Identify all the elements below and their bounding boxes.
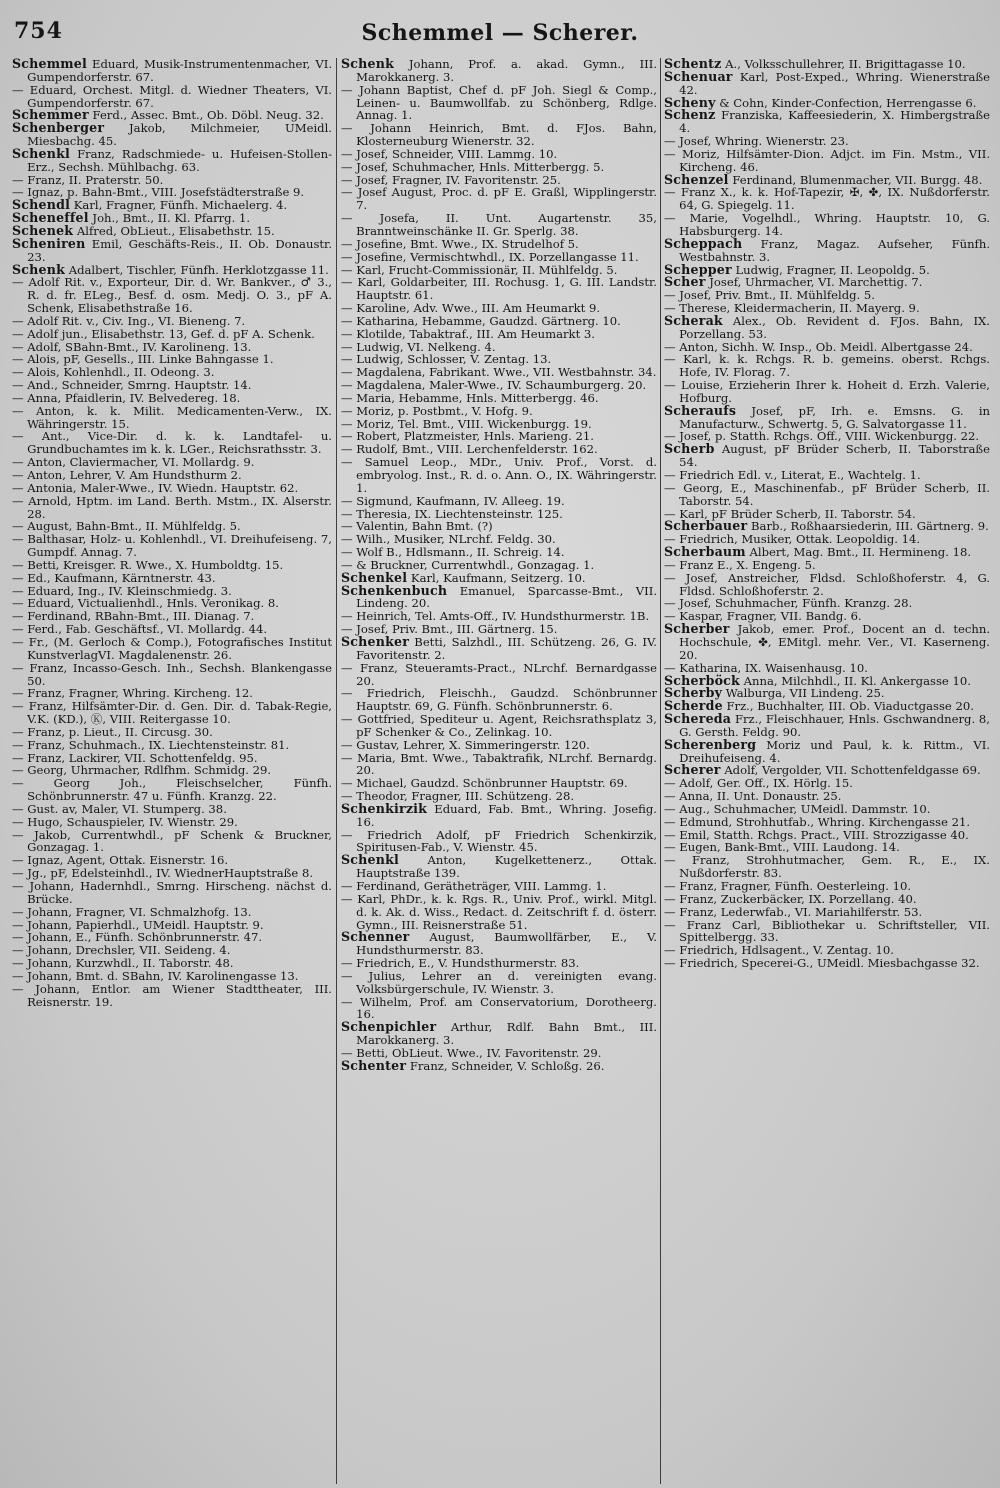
entry-text: — Theresia, IX. Liechtensteinstr. 125. xyxy=(341,506,563,521)
entry-text: — Maria, Hebamme, Hnls. Mitterbergg. 46. xyxy=(341,390,599,405)
entry-text: Barb., Roßhaarsiederin, III. Gärtnerg. 9. xyxy=(751,519,989,534)
entry-text: — Friedrich Adolf, pF Friedrich Schenkirzik, Spiritusen-Fab., V. Wienstr. 45. xyxy=(341,827,657,855)
entry-text: Franz, Radschmiede- u. Hufeisen-Stollen-Erz., Sechsh. Mühlbachg. 63. xyxy=(27,146,332,174)
entry-text: — Adolf Rit. v., Civ. Ing., VI. Bieneng. 7. xyxy=(12,313,246,328)
entry-text: — Johann, Fragner, VI. Schmalzhofg. 13. xyxy=(12,904,252,919)
directory-entry xyxy=(12,495,332,521)
entry-text: — Therese, Kleidermacherin, II. Mayerg. 9. xyxy=(664,301,920,316)
entry-text: — Johann, Papierhdl., UMeidl. Hauptstr. 9. xyxy=(12,917,264,932)
entry-surname: Schenberger xyxy=(12,120,105,136)
entry-text: — Gottfried, Spediteur u. Agent, Reichsrathsplatz 3, pF Schenker & Co., Zelinkag. 10. xyxy=(341,712,657,739)
entry-text: — Ignaz, Agent, Ottak. Eisnerstr. 16. xyxy=(12,853,229,868)
directory-entry xyxy=(341,713,657,739)
entry-surname: Schentz xyxy=(664,58,722,71)
entry-surname: Schenkl xyxy=(341,852,399,868)
directory-entry xyxy=(664,443,990,469)
entry-text: Joh., Bmt., II. Kl. Pfarrg. 1. xyxy=(92,211,251,226)
entry-surname: Schenter xyxy=(341,1057,407,1073)
entry-text: — Anton, Lehrer, V. Am Hundsthurm 2. xyxy=(12,468,242,482)
directory-entry xyxy=(341,633,657,662)
entry-text: — Friedrich Edl. v., Literat, E., Wachtelg. 1. xyxy=(664,468,921,482)
entry-text: — Franz, Fragner, Whring. Kircheng. 12. xyxy=(12,686,253,701)
entry-surname: Scherb xyxy=(664,441,715,457)
entry-text: Walburga, VII Lindeng. 25. xyxy=(725,686,885,701)
entry-text: — Friedrich, Specerei-G., UMeidl. Miesbachgasse 32. xyxy=(664,956,980,971)
entry-text: August, Baumwollfärber, E., V. Hundsthurmerstr. 83. xyxy=(356,930,657,958)
entry-text: & Cohn, Kinder-Confection, Herrengasse 6. xyxy=(719,95,977,110)
entry-text: — Robert, Platzmeister, Hnls. Marieng. 21. xyxy=(341,429,594,444)
entry-text: — August, Bahn-Bmt., II. Mühlfeldg. 5. xyxy=(12,519,241,534)
column-3 xyxy=(664,58,990,1484)
directory-entry xyxy=(341,829,657,855)
directory-entry xyxy=(341,996,657,1022)
directory-entry xyxy=(664,235,990,264)
directory-entry xyxy=(341,456,657,495)
directory-entry xyxy=(664,919,990,945)
entry-text: — Franz, Lederwfab., VI. Mariahilferstr. 53. xyxy=(664,904,923,919)
entry-text: — Franz, Incasso-Gesch. Inh., Sechsh. Blankengasse 50. xyxy=(12,660,332,688)
entry-text: — Anna, Pfaidlerin, IV. Belvedereg. 18. xyxy=(12,390,241,405)
entry-text: Frz., Buchhalter, III. Ob. Viaductgasse 20. xyxy=(726,699,974,714)
entry-text: Eduard, Fab. Bmt., Whring. Josefig. 16. xyxy=(356,801,657,829)
directory-entry xyxy=(664,572,990,598)
directory-entry xyxy=(664,148,990,174)
entry-text: — Friedrich, Hdlsagent., V. Zentag. 10. xyxy=(664,943,894,958)
directory-entry xyxy=(12,405,332,431)
entry-text: — Johann Heinrich, Bmt. d. FJos. Bahn, Klosterneuburg Wienerstr. 32. xyxy=(341,121,657,149)
entry-text: Alfred, ObLieut., Elisabethstr. 15. xyxy=(76,223,275,238)
directory-entry xyxy=(12,533,332,559)
directory-entry xyxy=(12,145,332,174)
entry-text: — Friedrich, Musiker, Ottak. Leopoldig. 14. xyxy=(664,532,921,547)
entry-text: Karl, Fragner, Fünfh. Michaelerg. 4. xyxy=(73,198,288,213)
entry-text: — Jg., pF, Edelsteinhdl., IV. WiednerHauptstraße 8. xyxy=(12,866,314,881)
entry-surname: Schenpichler xyxy=(341,1019,437,1035)
entry-text: — Karl, pF Brüder Scherb, II. Taborstr. 54. xyxy=(664,506,916,521)
directory-entry xyxy=(664,212,990,238)
entry-text: — Josef, Priv. Bmt., III. Gärtnerg. 15. xyxy=(341,622,558,637)
directory-entry xyxy=(12,58,332,84)
entry-text: Franz, Magaz. Aufseher, Fünfh. Westbahnstr. 3. xyxy=(679,236,990,264)
entry-text: — Adolf, Ger. Off., IX. Hörlg. 15. xyxy=(664,776,853,791)
entry-text: — Franz, p. Lieut., II. Circusg. 30. xyxy=(12,724,213,739)
entry-surname: Schemmer xyxy=(12,107,89,123)
entry-text: — Franz, Schuhmach., IX. Liechtensteinstr. 81. xyxy=(12,737,290,752)
entry-text: Jakob, emer. Prof., Docent an d. techn. Hochschule, ✤, EMitgl. mehr. Ver., VI. Kaserneng. 20. xyxy=(679,622,990,662)
entry-text: Emil, Geschäfts-Reis., II. Ob. Donaustr. 23. xyxy=(27,236,332,264)
entry-surname: Scherer xyxy=(664,762,721,778)
entry-surname: Schenz xyxy=(664,107,716,123)
entry-surname: Scherbaum xyxy=(664,544,746,560)
entry-text: — Betti, Kreisger. R. Wwe., X. Humboldtg. 15. xyxy=(12,557,284,572)
entry-text: — Josef, Schuhmacher, Fünfh. Kranzg. 28. xyxy=(664,596,913,611)
entry-surname: Schenuar xyxy=(664,68,733,84)
entry-text: — Fr., (M. Gerloch & Comp.), Fotografisches Institut KunstverlagVI. Magdalenenstr. 26. xyxy=(12,634,332,662)
directory-entry xyxy=(341,1021,657,1047)
directory-entry xyxy=(664,713,990,739)
entry-text: — Moriz, Hilfsämter-Dion. Adjct. im Fin. Mstm., VII. Kircheng. 46. xyxy=(664,146,990,174)
directory-entry xyxy=(12,880,332,906)
column-1 xyxy=(12,58,332,1484)
entry-text: — Johann, Drechsler, VII. Seideng. 4. xyxy=(12,943,231,958)
entry-surname: Scherenberg xyxy=(664,736,757,752)
entry-text: — Ludwig, VI. Nelkeng. 4. xyxy=(341,339,496,354)
entry-text: — Ignaz, p. Bahn-Bmt., VIII. Josefstädterstraße 9. xyxy=(12,185,305,200)
entry-text: — Josef August, Proc. d. pF E. Graßl, Wipplingerstr. 7. xyxy=(341,185,657,213)
entry-surname: Scherböck xyxy=(664,672,740,688)
directory-entry xyxy=(341,276,657,302)
entry-text: — Anton, Claviermacher, VI. Mollardg. 9. xyxy=(12,455,255,470)
directory-entry xyxy=(341,800,657,829)
entry-text: — Josef, Priv. Bmt., II. Mühlfeldg. 5. xyxy=(664,288,875,303)
entry-text: — Eduard, Victualienhdl., Hnls. Veronikag. 8. xyxy=(12,596,279,611)
entry-text: Karl, Post-Exped., Whring. Wienerstraße 42. xyxy=(679,69,990,97)
entry-text: — Gust. av, Maler, VI. Stumperg. 38. xyxy=(12,801,227,816)
directory-entry xyxy=(341,212,657,238)
directory-entry xyxy=(12,430,332,456)
entry-text: — Johann, Hadernhdl., Smrng. Hirscheng. nächst d. Brücke. xyxy=(12,879,332,906)
entry-text: — Friedrich, Fleischh., Gaudzd. Schönbrunner Hauptstr. 69, G. Fünfh. Schönbrunnerstr. 6. xyxy=(341,686,657,714)
entry-surname: Scherber xyxy=(664,621,730,637)
column-divider xyxy=(660,58,661,1484)
directory-entry xyxy=(12,636,332,662)
entry-text: Josef, pF, Irh. e. Emsns. G. in Manufacturw., Schwertg. 5, G. Salvatorgasse 11. xyxy=(679,403,990,431)
directory-entry xyxy=(12,700,332,726)
entry-text: — Eugen, Bank-Bmt., VIII. Laudong. 14. xyxy=(664,840,900,855)
directory-entry xyxy=(664,482,990,508)
directory-entry xyxy=(664,353,990,379)
entry-text: — Eduard, Orchest. Mitgl. d. Wiedner Theaters, VI. Gumpendorferstr. 67. xyxy=(12,82,332,110)
entry-text: — Anna, II. Unt. Donaustr. 25. xyxy=(664,789,842,804)
directory-entry xyxy=(341,84,657,123)
entry-text: — Rudolf, Bmt., VIII. Lerchenfelderstr. 162. xyxy=(341,442,598,457)
entry-surname: Scheniren xyxy=(12,235,86,251)
page-header xyxy=(0,0,1000,50)
entry-surname: Schenker xyxy=(341,633,410,649)
entry-text: — Katharina, IX. Waisenhausg. 10. xyxy=(664,660,868,675)
directory-entry xyxy=(12,983,332,1009)
entry-surname: Schenek xyxy=(12,222,74,238)
entry-text: Adalbert, Tischler, Fünfh. Herklotzgasse 11. xyxy=(68,262,329,277)
entry-text: Betti, Salzhdl., III. Schützeng. 26, G. IV. Favoritenstr. 2. xyxy=(356,634,657,662)
entry-text: — Wilhelm, Prof. am Conservatorium, Dorotheerg. 16. xyxy=(341,994,657,1022)
entry-text: — Ferdinand, Gerätheträger, VIII. Lammg. 1. xyxy=(341,879,607,893)
directory-entry xyxy=(664,68,990,97)
entry-text: — Josef, Whring. Wienerstr. 23. xyxy=(664,134,849,149)
directory-entry xyxy=(12,662,332,688)
entry-text: — Antonia, Maler-Wwe., IV. Wiedn. Hauptstr. 62. xyxy=(12,480,299,495)
entry-text: — Franz, II. Praterstr. 50. xyxy=(12,172,164,187)
entry-text: — Franz E., X. Engeng. 5. xyxy=(664,557,816,572)
entry-text: — Betti, ObLieut. Wwe., IV. Favoritenstr. 29. xyxy=(341,1045,602,1060)
entry-surname: Schenner xyxy=(341,929,410,945)
entry-text: — Georg, Uhrmacher, Rdlfhm. Schmidg. 29. xyxy=(12,763,272,778)
entry-text: — Karl, k. k. Rchgs. R. b. gemeins. oberst. Rchgs. Hofe, IV. Florag. 7. xyxy=(664,352,990,380)
entry-text: — Franz, Strohhutmacher, Gem. R., E., IX. Nußdorferstr. 83. xyxy=(664,853,990,881)
directory-entry xyxy=(12,235,332,264)
entry-text: — Johann, Kurzwhdl., II. Taborstr. 48. xyxy=(12,956,234,971)
entry-text: — Friedrich, E., V. Hundsthurmerstr. 83. xyxy=(341,956,580,971)
entry-surname: Scherak xyxy=(664,312,723,328)
entry-text: Arthur, Rdlf. Bahn Bmt., III. Marokkanerg. 3. xyxy=(356,1020,657,1048)
entry-text: — Johann Baptist, Chef d. pF Joh. Siegl & Comp., Leinen- u. Baumwollfab. zu Schönberg, Rdlge. Annag. 1. xyxy=(341,82,657,123)
entry-text: — Jakob, Currentwhdl., pF Schenk & Bruckner, Gonzagag. 1. xyxy=(12,827,332,855)
entry-text: — And., Schneider, Smrng. Hauptstr. 14. xyxy=(12,378,252,393)
directory-entry xyxy=(12,777,332,803)
entry-text: — Franz, Fragner, Fünfh. Oesterleing. 10. xyxy=(664,879,912,893)
entry-text: — Josefine, Bmt. Wwe., IX. Strudelhof 5. xyxy=(341,236,579,251)
entry-text: — Katharina, Hebamme, Gaudzd. Gärtnerg. 10. xyxy=(341,313,621,328)
entry-text: — Karl, Goldarbeiter, III. Rochusg. 1, G. III. Landstr. Hauptstr. 61. xyxy=(341,275,657,303)
directory-entry xyxy=(664,957,990,970)
directory-entry xyxy=(664,736,990,765)
entry-text: — Karl, PhDr., k. k. Rgs. R., Univ. Prof., wirkl. Mitgl. d. k. Ak. d. Wiss., Redact. d. Zeitschrift f. d. österr. Gymn., III. Reisnerstraße 51. xyxy=(341,891,657,932)
entry-surname: Schenkirzik xyxy=(341,800,428,816)
entry-text: — Franz, Steueramts-Pract., NLrchf. Bernardgasse 20. xyxy=(341,660,657,688)
entry-text: — Alois, pF, Gesells., III. Linke Bahngasse 1. xyxy=(12,352,274,367)
entry-text: — Josef, Anstreicher, Fldsd. Schloßhoferstr. 4, G. Fldsd. Schloßhoferstr. 2. xyxy=(664,570,990,598)
entry-text: — Arnold, Hptm. im Land. Berth. Mstm., IX. Alserstr. 28. xyxy=(12,493,332,521)
directory-entry xyxy=(341,854,657,880)
directory-entry xyxy=(664,854,990,880)
entry-text: Johann, Prof. a. akad. Gymn., III. Marokkanerg. 3. xyxy=(356,58,657,84)
entry-surname: Scheraufs xyxy=(664,402,737,418)
entry-surname: Schenk xyxy=(341,58,395,71)
entry-surname: Schenkenbuch xyxy=(341,582,448,598)
entry-surname: Schereda xyxy=(664,711,732,727)
entry-text: Anton, Kugelkettenerz., Ottak. Hauptstraße 139. xyxy=(356,853,657,881)
entry-text: Jakob, Milchmeier, UMeidl. Miesbachg. 45. xyxy=(27,121,332,149)
entry-surname: Schepper xyxy=(664,261,732,277)
entry-text: Emanuel, Sparcasse-Bmt., VII. Lindeng. 20. xyxy=(356,583,657,611)
entry-text: — Kaspar, Fragner, VII. Bandg. 6. xyxy=(664,609,862,624)
entry-text: — Marie, Vogelhdl., Whring. Hauptstr. 10, G. Habsburgerg. 14. xyxy=(664,211,990,238)
entry-text: — Magdalena, Maler-Wwe., IV. Schaumburgerg. 20. xyxy=(341,378,647,393)
entry-surname: Scherbauer xyxy=(664,518,748,534)
entry-surname: Schenkl xyxy=(12,145,70,161)
column-divider xyxy=(336,58,337,1484)
entry-text: — Wolf B., Hdlsmann., II. Schreig. 14. xyxy=(341,545,565,560)
entry-text: — Theodor, Fragner, III. Schützeng. 28. xyxy=(341,789,575,804)
entry-text: — Franz, Zuckerbäcker, IX. Porzellang. 40. xyxy=(664,891,917,906)
entry-text: — Ed., Kaufmann, Kärntnerstr. 43. xyxy=(12,570,216,585)
directory-entry xyxy=(12,829,332,855)
directory-entry xyxy=(664,623,990,662)
directory-entry xyxy=(341,582,657,611)
directory-entry xyxy=(341,893,657,932)
directory-entry xyxy=(12,122,332,148)
directory-entry xyxy=(341,662,657,688)
entry-surname: Schenkel xyxy=(341,569,408,585)
entry-text: — Gustav, Lehrer, X. Simmeringerstr. 120. xyxy=(341,737,590,752)
entry-text: — Ferdinand, RBahn-Bmt., III. Dianag. 7. xyxy=(12,609,255,624)
entry-surname: Scheneffel xyxy=(12,210,89,226)
entry-text: — & Bruckner, Currentwhdl., Gonzagag. 1. xyxy=(341,557,595,572)
entry-surname: Schenzel xyxy=(664,171,729,187)
directory-entry xyxy=(12,276,332,315)
directory-entry xyxy=(341,186,657,212)
entry-text: — Michael, Gaudzd. Schönbrunner Hauptstr. 69. xyxy=(341,776,628,791)
entry-text: — Alois, Kohlenhdl., II. Odeong. 3. xyxy=(12,365,215,380)
entry-text: — Klotilde, Tabaktraf., III. Am Heumarkt 3. xyxy=(341,326,595,341)
directory-entry xyxy=(341,122,657,148)
entry-text: Franz, Schneider, V. Schloßg. 26. xyxy=(409,1058,605,1073)
entry-text: — Ludwig, Schlosser, V. Zentag. 13. xyxy=(341,352,552,367)
directory-entry xyxy=(12,84,332,110)
entry-text: — Johann, E., Fünfh. Schönbrunnerstr. 47. xyxy=(12,930,263,945)
entry-text: — Josefine, Vermischtwhdl., IX. Porzellangasse 11. xyxy=(341,249,639,264)
entry-text: — Adolf, SBahn-Bmt., IV. Karolineng. 13. xyxy=(12,339,252,354)
entry-surname: Scheppach xyxy=(664,235,743,251)
entry-surname: Schenk xyxy=(12,261,66,277)
entry-text: — Josefa, II. Unt. Augartenstr. 35, Branntweinschänke II. Gr. Sperlg. 38. xyxy=(341,211,657,238)
entry-text: — Heinrich, Tel. Amts-Off., IV. Hundsthurmerstr. 1B. xyxy=(341,609,650,624)
entry-text: Ferd., Assec. Bmt., Ob. Döbl. Neug. 32. xyxy=(92,108,324,123)
directory-entry xyxy=(341,752,657,778)
entry-text: Karl, Kaufmann, Seitzerg. 10. xyxy=(410,570,586,585)
entry-text: — Franz X., k. k. Hof-Tapezir, ✠, ✤, IX. Nußdorferstr. 64, G. Spiegelg. 11. xyxy=(664,185,990,213)
entry-text: — Hugo, Schauspieler, IV. Wienstr. 29. xyxy=(12,814,238,829)
entry-text: Ferdinand, Blumenmacher, VII. Burgg. 48. xyxy=(732,172,983,187)
entry-text: — Wilh., Musiker, NLrchf. Feldg. 30. xyxy=(341,532,556,547)
entry-text: — Julius, Lehrer an d. vereinigten evang. Volksbürgerschule, IV. Wienstr. 3. xyxy=(341,968,657,996)
entry-text: — Anton, Sichh. W. Insp., Ob. Meidl. Albertgasse 24. xyxy=(664,339,973,354)
entry-text: — Ferd., Fab. Geschäftsf., VI. Mollardg. 44. xyxy=(12,622,268,637)
entry-text: — Georg Joh., Fleischselcher, Fünfh. Schönbrunnerstr. 47 u. Fünfh. Kranzg. 22. xyxy=(12,776,332,804)
entry-text: — Franz, Lackirer, VII. Schottenfeldg. 95. xyxy=(12,750,258,765)
entry-text: — Karl, Frucht-Commissionär, II. Mühlfeldg. 5. xyxy=(341,262,618,277)
entry-text: — Josef, Schneider, VIII. Lammg. 10. xyxy=(341,146,558,161)
entry-text: Eduard, Musik-Instrumentenmacher, VI. Gumpendorferstr. 67. xyxy=(27,58,332,84)
entry-text: — Sigmund, Kaufmann, IV. Alleeg. 19. xyxy=(341,493,565,508)
directory-entry xyxy=(341,1057,657,1073)
directory-entry xyxy=(341,970,657,996)
entry-text: Ludwig, Fragner, II. Leopoldg. 5. xyxy=(735,262,930,277)
entry-surname: Scher xyxy=(664,274,706,290)
entry-surname: Scherde xyxy=(664,698,723,714)
directory-entry xyxy=(341,687,657,713)
entry-text: — Aug., Schuhmacher, UMeidl. Dammstr. 10. xyxy=(664,801,931,816)
entry-text: — Moriz, p. Postbmt., V. Hofg. 9. xyxy=(341,403,533,418)
entry-text: Albert, Mag. Bmt., II. Hermineng. 18. xyxy=(749,545,972,560)
running-head: Schemmel — Scherer. xyxy=(361,20,639,46)
directory-entry xyxy=(664,312,990,341)
entry-surname: Scherby xyxy=(664,685,723,701)
column-2 xyxy=(341,58,657,1484)
entry-text: — Maria, Bmt. Wwe., Tabaktrafik, NLrchf. Bernardg. 20. xyxy=(341,750,657,778)
directory-entry xyxy=(341,931,657,957)
entry-text: A., Volksschullehrer, II. Brigittagasse 10. xyxy=(725,58,966,71)
entry-surname: Scheny xyxy=(664,94,716,110)
page-number: 754 xyxy=(14,18,63,44)
directory-entry xyxy=(664,379,990,405)
entry-text: — Balthasar, Holz- u. Kohlenhdl., VI. Dreihufeiseng. 7, Gumpdf. Annag. 7. xyxy=(12,532,332,560)
entry-text: — Josef, Schuhmacher, Hnls. Mitterbergg. 5. xyxy=(341,159,605,174)
entry-text: — Samuel Leop., MDr., Univ. Prof., Vorst. d. embryolog. Inst., R. d. o. Ann. O., IX. Währingerstr. 1. xyxy=(341,455,657,495)
entry-text: — Magdalena, Fabrikant. Wwe., VII. Westbahnstr. 34. xyxy=(341,365,657,380)
directory-entry xyxy=(341,58,657,84)
entry-text: Adolf, Vergolder, VII. Schottenfeldgasse 69. xyxy=(724,763,981,778)
directory-entry xyxy=(664,402,990,431)
entry-text: — Johann, Bmt. d. SBahn, IV. Karolinengasse 13. xyxy=(12,968,299,983)
entry-text: — Franz Carl, Bibliothekar u. Schriftsteller, VII. Spittelbergg. 33. xyxy=(664,917,990,945)
entry-text: — Moriz, Tel. Bmt., VIII. Wickenburgg. 19. xyxy=(341,416,592,431)
entry-text: Josef, Uhrmacher, VI. Marchettig. 7. xyxy=(709,275,923,290)
entry-text: — Anton, k. k. Milit. Medicamenten-Verw., IX. Währingerstr. 15. xyxy=(12,403,332,431)
entry-text: — Josef, Fragner, IV. Favoritenstr. 25. xyxy=(341,172,561,187)
entry-text: — Eduard, Ing., IV. Kleinschmiedg. 3. xyxy=(12,583,232,598)
entry-text: — Josef, p. Statth. Rchgs. Off., VIII. Wickenburgg. 22. xyxy=(664,429,980,444)
entry-text: Franziska, Kaffeesiederin, X. Himbergstraße 4. xyxy=(679,108,990,136)
entry-text: Frz., Fleischhauer, Hnls. Gschwandnerg. 8, G. Gersth. Feldg. 90. xyxy=(679,712,990,739)
entry-surname: Schemmel xyxy=(12,58,87,71)
entry-text: Anna, Milchhdl., II. Kl. Ankergasse 10. xyxy=(743,673,971,688)
entry-text: — Emil, Statth. Rchgs. Pract., VIII. Strozzigasse 40. xyxy=(664,827,969,842)
entry-text: — Georg, E., Maschinenfab., pF Brüder Scherb, II. Taborstr. 54. xyxy=(664,480,990,508)
entry-text: — Ant., Vice-Dir. d. k. k. Landtafel- u. Grundbuchamtes im k. k. LGer., Reichsrathsstr. 3. xyxy=(12,429,332,457)
entry-text: — Johann, Entlor. am Wiener Stadttheater, III. Reisnerstr. 19. xyxy=(12,981,332,1009)
directory-entry xyxy=(664,186,990,212)
entry-text: — Edmund, Strohhutfab., Whring. Kirchengasse 21. xyxy=(664,814,971,829)
entry-text: August, pF Brüder Scherb, II. Taborstraße 54. xyxy=(679,442,990,470)
entry-surname: Schendl xyxy=(12,197,71,213)
entry-text: Moriz und Paul, k. k. Rittm., VI. Dreihufeiseng. 4. xyxy=(679,737,990,765)
directory-entry xyxy=(664,109,990,135)
entry-text: — Karoline, Adv. Wwe., III. Am Heumarkt 9. xyxy=(341,301,601,316)
entry-text: — Adolf jun., Elisabethstr. 13, Gef. d. pF A. Schenk. xyxy=(12,326,315,341)
entry-text: Alex., Ob. Revident d. FJos. Bahn, IX. Porzellang. 53. xyxy=(679,313,990,341)
entry-text: — Louise, Erzieherin Ihrer k. Hoheit d. Erzh. Valerie, Hofburg. xyxy=(664,378,990,405)
entry-text: — Franz, Hilfsämter-Dir. d. Gen. Dir. d. Tabak-Regie, V.K. (KD.), Ⓚ, VIII. Reitergasse 10. xyxy=(12,699,332,727)
entry-text: — Adolf Rit. v., Exporteur, Dir. d. Wr. Bankver., ♂ 3., R. d. fr. ELeg., Besf. d. osm. Medj. O. 3., pF A. Schenk, Elisabethstraße 16. xyxy=(12,275,332,316)
entry-text: — Valentin, Bahn Bmt. (?) xyxy=(341,519,493,534)
